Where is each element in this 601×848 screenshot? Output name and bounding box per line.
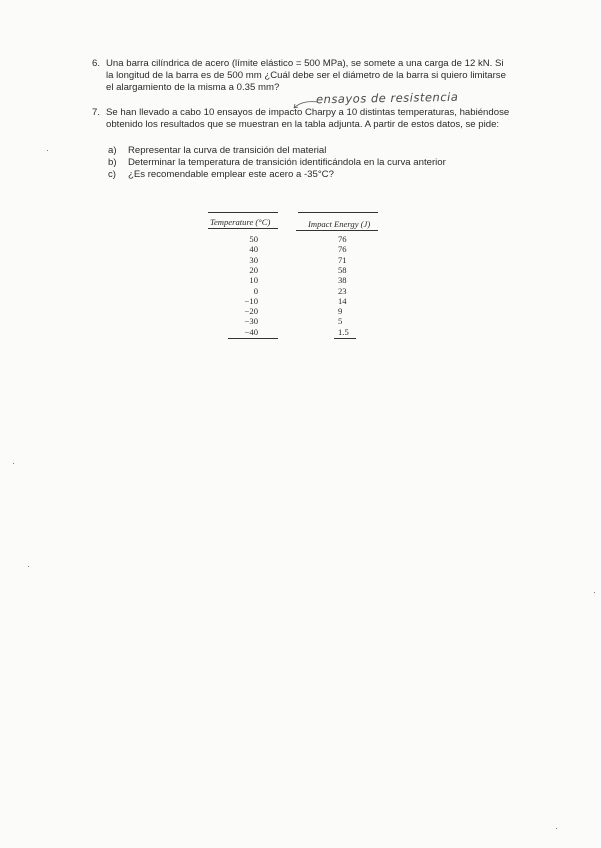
impact-energy-cell: 5 [338, 316, 343, 327]
problem-6-line-2: la longitud de la barra es de 500 mm ¿Cuál debe ser el diámetro de la barra si quiero limitarse [106, 70, 506, 81]
table-header [208, 212, 383, 232]
table-row [208, 255, 383, 265]
table-row [208, 265, 383, 275]
scan-speck [28, 566, 29, 567]
table-row [208, 275, 383, 285]
table-row [208, 244, 383, 254]
problem-7-line-2: obtenido los resultados que se muestran en la tabla adjunta. A partir de estos datos, se pide: [106, 119, 500, 130]
problem-6-line-1: Una barra cilíndrica de acero (límite elástico = 500 MPa), se somete a una carga de 12 kN. Si [106, 58, 504, 69]
table-bottom-rule-right [334, 338, 356, 339]
table-top-rule-left [208, 212, 278, 213]
table-row [208, 296, 383, 306]
temperature-cell: −20 [244, 306, 258, 317]
table-header-rule-right [296, 230, 378, 231]
table-row [208, 327, 383, 337]
temperature-cell: 30 [249, 254, 258, 265]
impact-energy-cell: 9 [338, 306, 343, 317]
item-a-text: Representar la curva de transición del material [128, 145, 327, 156]
problem-6-number: 6. [92, 58, 101, 69]
temperature-cell: −10 [244, 295, 258, 306]
scan-speck [13, 463, 14, 464]
scan-speck [556, 828, 557, 829]
handwritten-annotation: ensayos de resistencia [315, 89, 459, 107]
scan-speck [594, 592, 595, 593]
table-row [208, 234, 383, 244]
item-b-text: Determinar la temperatura de transición identificándola en la curva anterior [128, 157, 446, 168]
item-a-label: a) [108, 145, 117, 156]
header-temperature: Temperature (°C) [210, 217, 271, 227]
impact-energy-cell: 14 [338, 295, 347, 306]
impact-energy-cell: 23 [338, 285, 347, 296]
impact-energy-cell: 38 [338, 275, 347, 286]
table-row [208, 316, 383, 326]
problem-7-number: 7. [92, 107, 101, 118]
temperature-cell: 40 [249, 244, 258, 255]
impact-energy-cell: 76 [338, 234, 347, 244]
table-row [208, 306, 383, 316]
table-header-rule-left [208, 228, 278, 229]
temperature-cell: 0 [253, 285, 258, 296]
table-top-rule-right [298, 212, 378, 213]
item-c-text: ¿Es recomendable emplear este acero a -35°C? [128, 169, 334, 180]
scan-speck [47, 150, 48, 151]
header-impact-energy: Impact Energy (J) [308, 219, 371, 229]
impact-energy-cell: 71 [338, 254, 347, 265]
temperature-cell: −30 [244, 316, 258, 327]
temperature-cell: 10 [249, 275, 258, 286]
temperature-cell: −40 [244, 326, 258, 337]
temperature-cell: 50 [249, 234, 258, 244]
impact-energy-cell: 1.5 [338, 326, 349, 337]
impact-energy-cell: 76 [338, 244, 347, 255]
temperature-cell: 20 [249, 264, 258, 275]
table-row [208, 286, 383, 296]
table-bottom-rule-left [228, 338, 278, 339]
item-c-label: c) [108, 169, 116, 180]
impact-energy-cell: 58 [338, 264, 347, 275]
problem-7-line-1: Se han llevado a cabo 10 ensayos de impacto Charpy a 10 distintas temperaturas, habiéndose [106, 107, 510, 118]
problem-6-line-3: el alargamiento de la misma a 0.35 mm? [106, 82, 280, 93]
item-b-label: b) [108, 157, 117, 168]
